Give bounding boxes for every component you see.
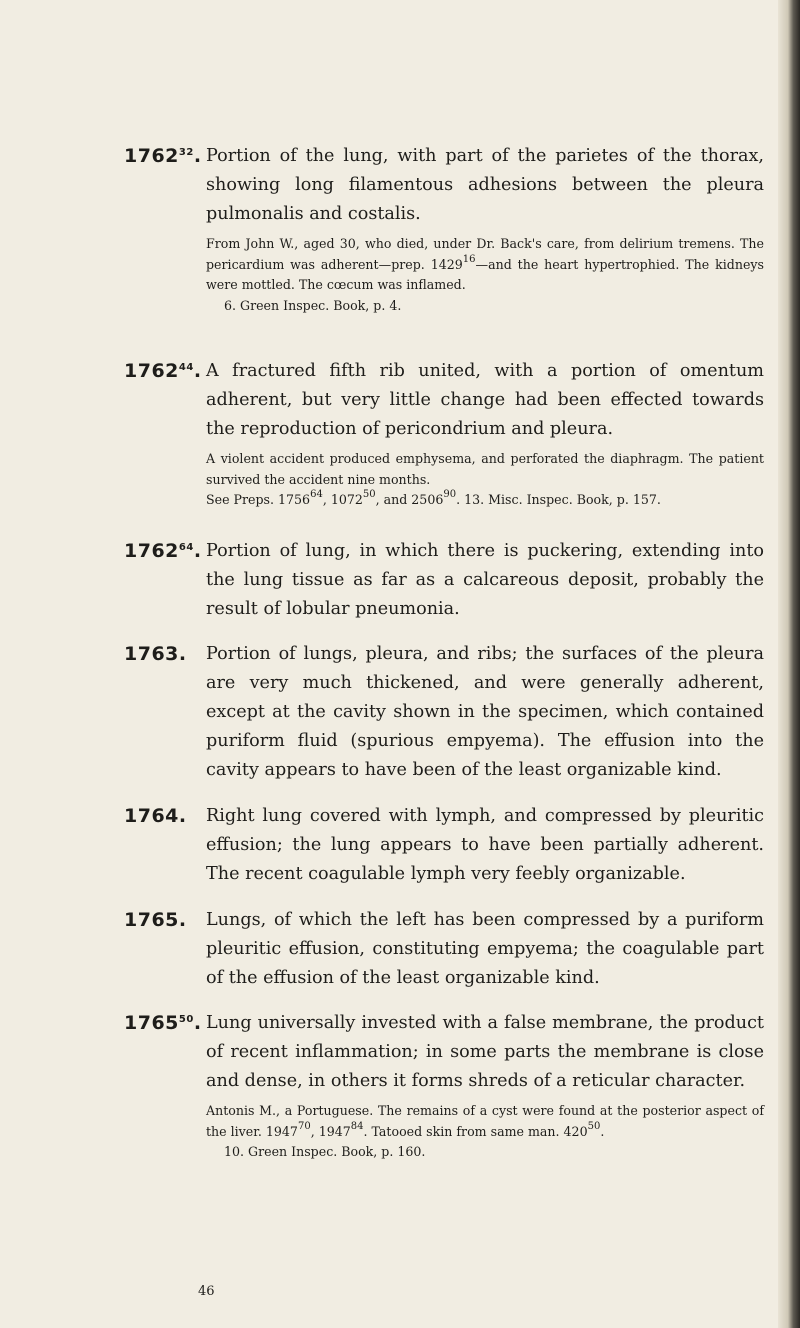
entry-number: 1763.: [124, 643, 187, 665]
entry-reference: 10. Green Inspec. Book, p. 160.: [224, 1144, 426, 1159]
entry-description: Portion of the lung, with part of the parietes of the thorax, showing long filamentous adhesions between the pleura pulmonalis and costalis.: [206, 146, 764, 224]
catalogue-entry: [124, 357, 764, 511]
entry-note: Antonis M., a Portuguese. The remains of a cyst were found at the posterior aspect of the liver. 1947$^{70}$, 1947$^{84}$. Tatooed skin from same man. $420^{50}$.: [206, 1103, 764, 1139]
catalogue-entry: [124, 537, 764, 624]
catalogue-entry: [124, 802, 764, 889]
catalogue-entry: [124, 906, 764, 993]
entry-reference: 6. Green Inspec. Book, p. 4.: [224, 297, 402, 313]
catalogue-entry: [124, 1009, 764, 1163]
entry-description: Portion of lung, in which there is puckering, extending into the lung tissue as far as a calcareous deposit, probably the result of lobular pneumonia.: [206, 541, 764, 619]
entry-number: 1762$^{32}$.: [124, 145, 202, 167]
entry-number: 1762$^{44}$.: [124, 360, 202, 382]
entry-description: A fractured fifth rib united, with a portion of omentum adherent, but very little change had been effected towards the reproduction of pericondrium and pleura.: [206, 361, 764, 439]
entry-note: From John W., aged 30, who died, under Dr. Back's care, from delirium tremens. The pericardium was adherent—prep. 1429$^{16}$—and the heart hypertrophied. The kidneys were mottled. The cœcum was inflamed.: [206, 236, 764, 292]
entry-number: 1764.: [124, 805, 187, 827]
entry-number: 1762$^{64}$.: [124, 540, 202, 562]
entry-note: A violent accident produced emphysema, and perforated the diaphragm. The patient survived the accident nine months. See Preps. 1756$^{64}$, 1072$^{50}$, and 2506$^{90}$. 13. Misc. Inspec. Book, p. 157.: [206, 451, 764, 507]
catalogue-entry: [124, 640, 764, 785]
entry-description: Lungs, of which the left has been compressed by a puriform pleuritic effusion, constituting empyema; the coagulable part of the effusion of the least organizable kind.: [206, 910, 764, 988]
entry-description: Lung universally invested with a false membrane, the product of recent inflammation; in some parts the membrane is close and dense, in others it forms shreds of a reticular character.: [206, 1013, 764, 1091]
page-number: 46: [198, 1284, 215, 1299]
entry-number: 1765.: [124, 909, 187, 931]
catalogue-entry: [124, 142, 764, 316]
entry-description: Right lung covered with lymph, and compressed by pleuritic effusion; the lung appears to have been partially adherent. The recent coagulable lymph very feebly organizable.: [206, 806, 764, 884]
entry-description: Portion of lungs, pleura, and ribs; the surfaces of the pleura are very much thickened, and were generally adherent, except at the cavity shown in the specimen, which contained puriform fluid (spurious empyema). The effusion into the cavity appears to have been of the least organizable kind.: [206, 644, 764, 780]
entry-number: 1765$^{50}$.: [124, 1012, 202, 1034]
